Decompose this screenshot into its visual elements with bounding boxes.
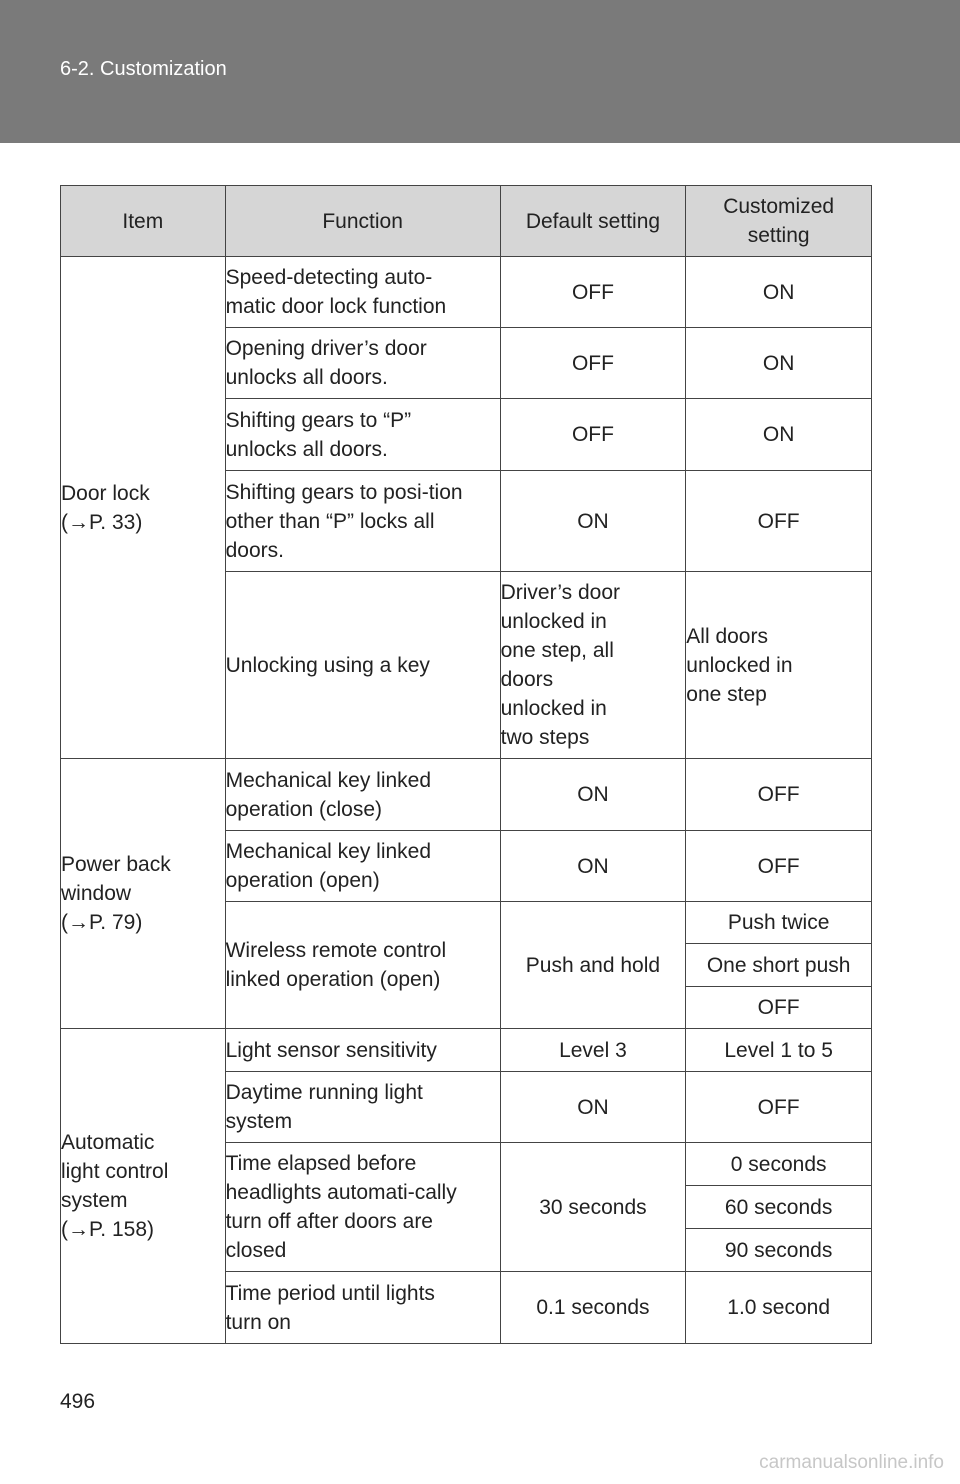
header-row: [61, 186, 872, 257]
header-customized: [686, 186, 872, 257]
function-cell: [225, 1072, 500, 1143]
header-function: Function: [225, 186, 500, 257]
default-cell: ON: [500, 471, 686, 572]
table-row: [61, 759, 872, 831]
site-watermark[interactable]: carmanualsonline.info: [759, 1452, 944, 1473]
header-customized-label: Customized setting: [723, 195, 835, 247]
item-name: Automatic light control system: [61, 1131, 169, 1212]
default-cell: Level 3: [500, 1029, 686, 1072]
default-cell: OFF: [500, 328, 686, 399]
function-cell: [225, 1272, 500, 1344]
section-title: 6-2. Customization: [60, 58, 227, 80]
table-row: [61, 257, 872, 328]
function-cell: Light sensor sensitivity: [225, 1029, 500, 1072]
header-item: Item: [61, 186, 226, 257]
default-cell: 30 seconds: [500, 1143, 686, 1272]
default-cell: [500, 572, 686, 759]
function-text: Time elapsed before headlights automati-cally turn off after doors are closed: [225, 1152, 457, 1262]
function-text: Opening driver’s door unlocks all doors.: [225, 337, 427, 389]
default-cell: OFF: [500, 257, 686, 328]
function-text: Time period until lights turn on: [225, 1281, 435, 1334]
function-cell: [225, 328, 500, 399]
default-cell: OFF: [500, 399, 686, 471]
item-door-lock: [61, 257, 226, 759]
custom-cell: [686, 572, 872, 759]
custom-cell: OFF: [686, 759, 872, 831]
custom-cell: ON: [686, 399, 872, 471]
item-ref: (→P. 158): [61, 1218, 154, 1241]
item-name: Power back window: [61, 853, 171, 905]
default-cell: 0.1 seconds: [500, 1272, 686, 1344]
default-cell: Push and hold: [500, 902, 686, 1029]
custom-cell: 1.0 second: [686, 1272, 872, 1344]
customization-table: [60, 185, 872, 1344]
function-cell: [225, 1143, 500, 1272]
custom-text: All doors unlocked in one step: [686, 624, 793, 706]
item-automatic-light-control: [61, 1029, 226, 1344]
custom-cell: Level 1 to 5: [686, 1029, 872, 1072]
custom-cell: ON: [686, 328, 872, 399]
custom-cell: OFF: [686, 471, 872, 572]
custom-option: 60 seconds: [686, 1186, 872, 1229]
custom-cell: ON: [686, 257, 872, 328]
page-number: 496: [60, 1390, 96, 1413]
function-cell: [225, 831, 500, 902]
default-cell: ON: [500, 1072, 686, 1143]
default-cell: ON: [500, 831, 686, 902]
function-text: Mechanical key linked operation (close): [225, 768, 432, 821]
table-row: [61, 1029, 872, 1072]
item-ref: (→P. 33): [61, 510, 143, 534]
function-cell: Unlocking using a key: [225, 572, 500, 759]
function-text: Shifting gears to “P” unlocks all doors.: [225, 408, 412, 461]
function-text: Wireless remote control linked operation (open): [225, 939, 447, 991]
function-cell: [225, 257, 500, 328]
function-cell: [225, 471, 500, 572]
function-cell: [225, 399, 500, 471]
function-text: Daytime running light system: [225, 1081, 423, 1133]
item-ref: (→P. 79): [61, 911, 143, 934]
page-header: [0, 0, 960, 143]
custom-option: OFF: [686, 987, 872, 1029]
custom-option: 0 seconds: [686, 1143, 872, 1186]
custom-cell: OFF: [686, 1072, 872, 1143]
default-cell: ON: [500, 759, 686, 831]
custom-cell: OFF: [686, 831, 872, 902]
custom-option: One short push: [686, 944, 872, 987]
header-default: Default setting: [500, 186, 686, 257]
function-text: Mechanical key linked operation (open): [225, 840, 432, 892]
default-text: Driver’s door unlocked in one step, all doors unlocked in two steps: [500, 581, 621, 749]
function-cell: [225, 902, 500, 1029]
custom-option: Push twice: [686, 902, 872, 944]
function-text: Speed-detecting auto-matic door lock function: [225, 266, 447, 318]
item-name: Door lock: [61, 481, 150, 505]
custom-option: 90 seconds: [686, 1229, 872, 1272]
function-text: Shifting gears to posi-tion other than “P” locks all doors.: [225, 480, 463, 562]
function-cell: [225, 759, 500, 831]
item-power-back-window: [61, 759, 226, 1029]
